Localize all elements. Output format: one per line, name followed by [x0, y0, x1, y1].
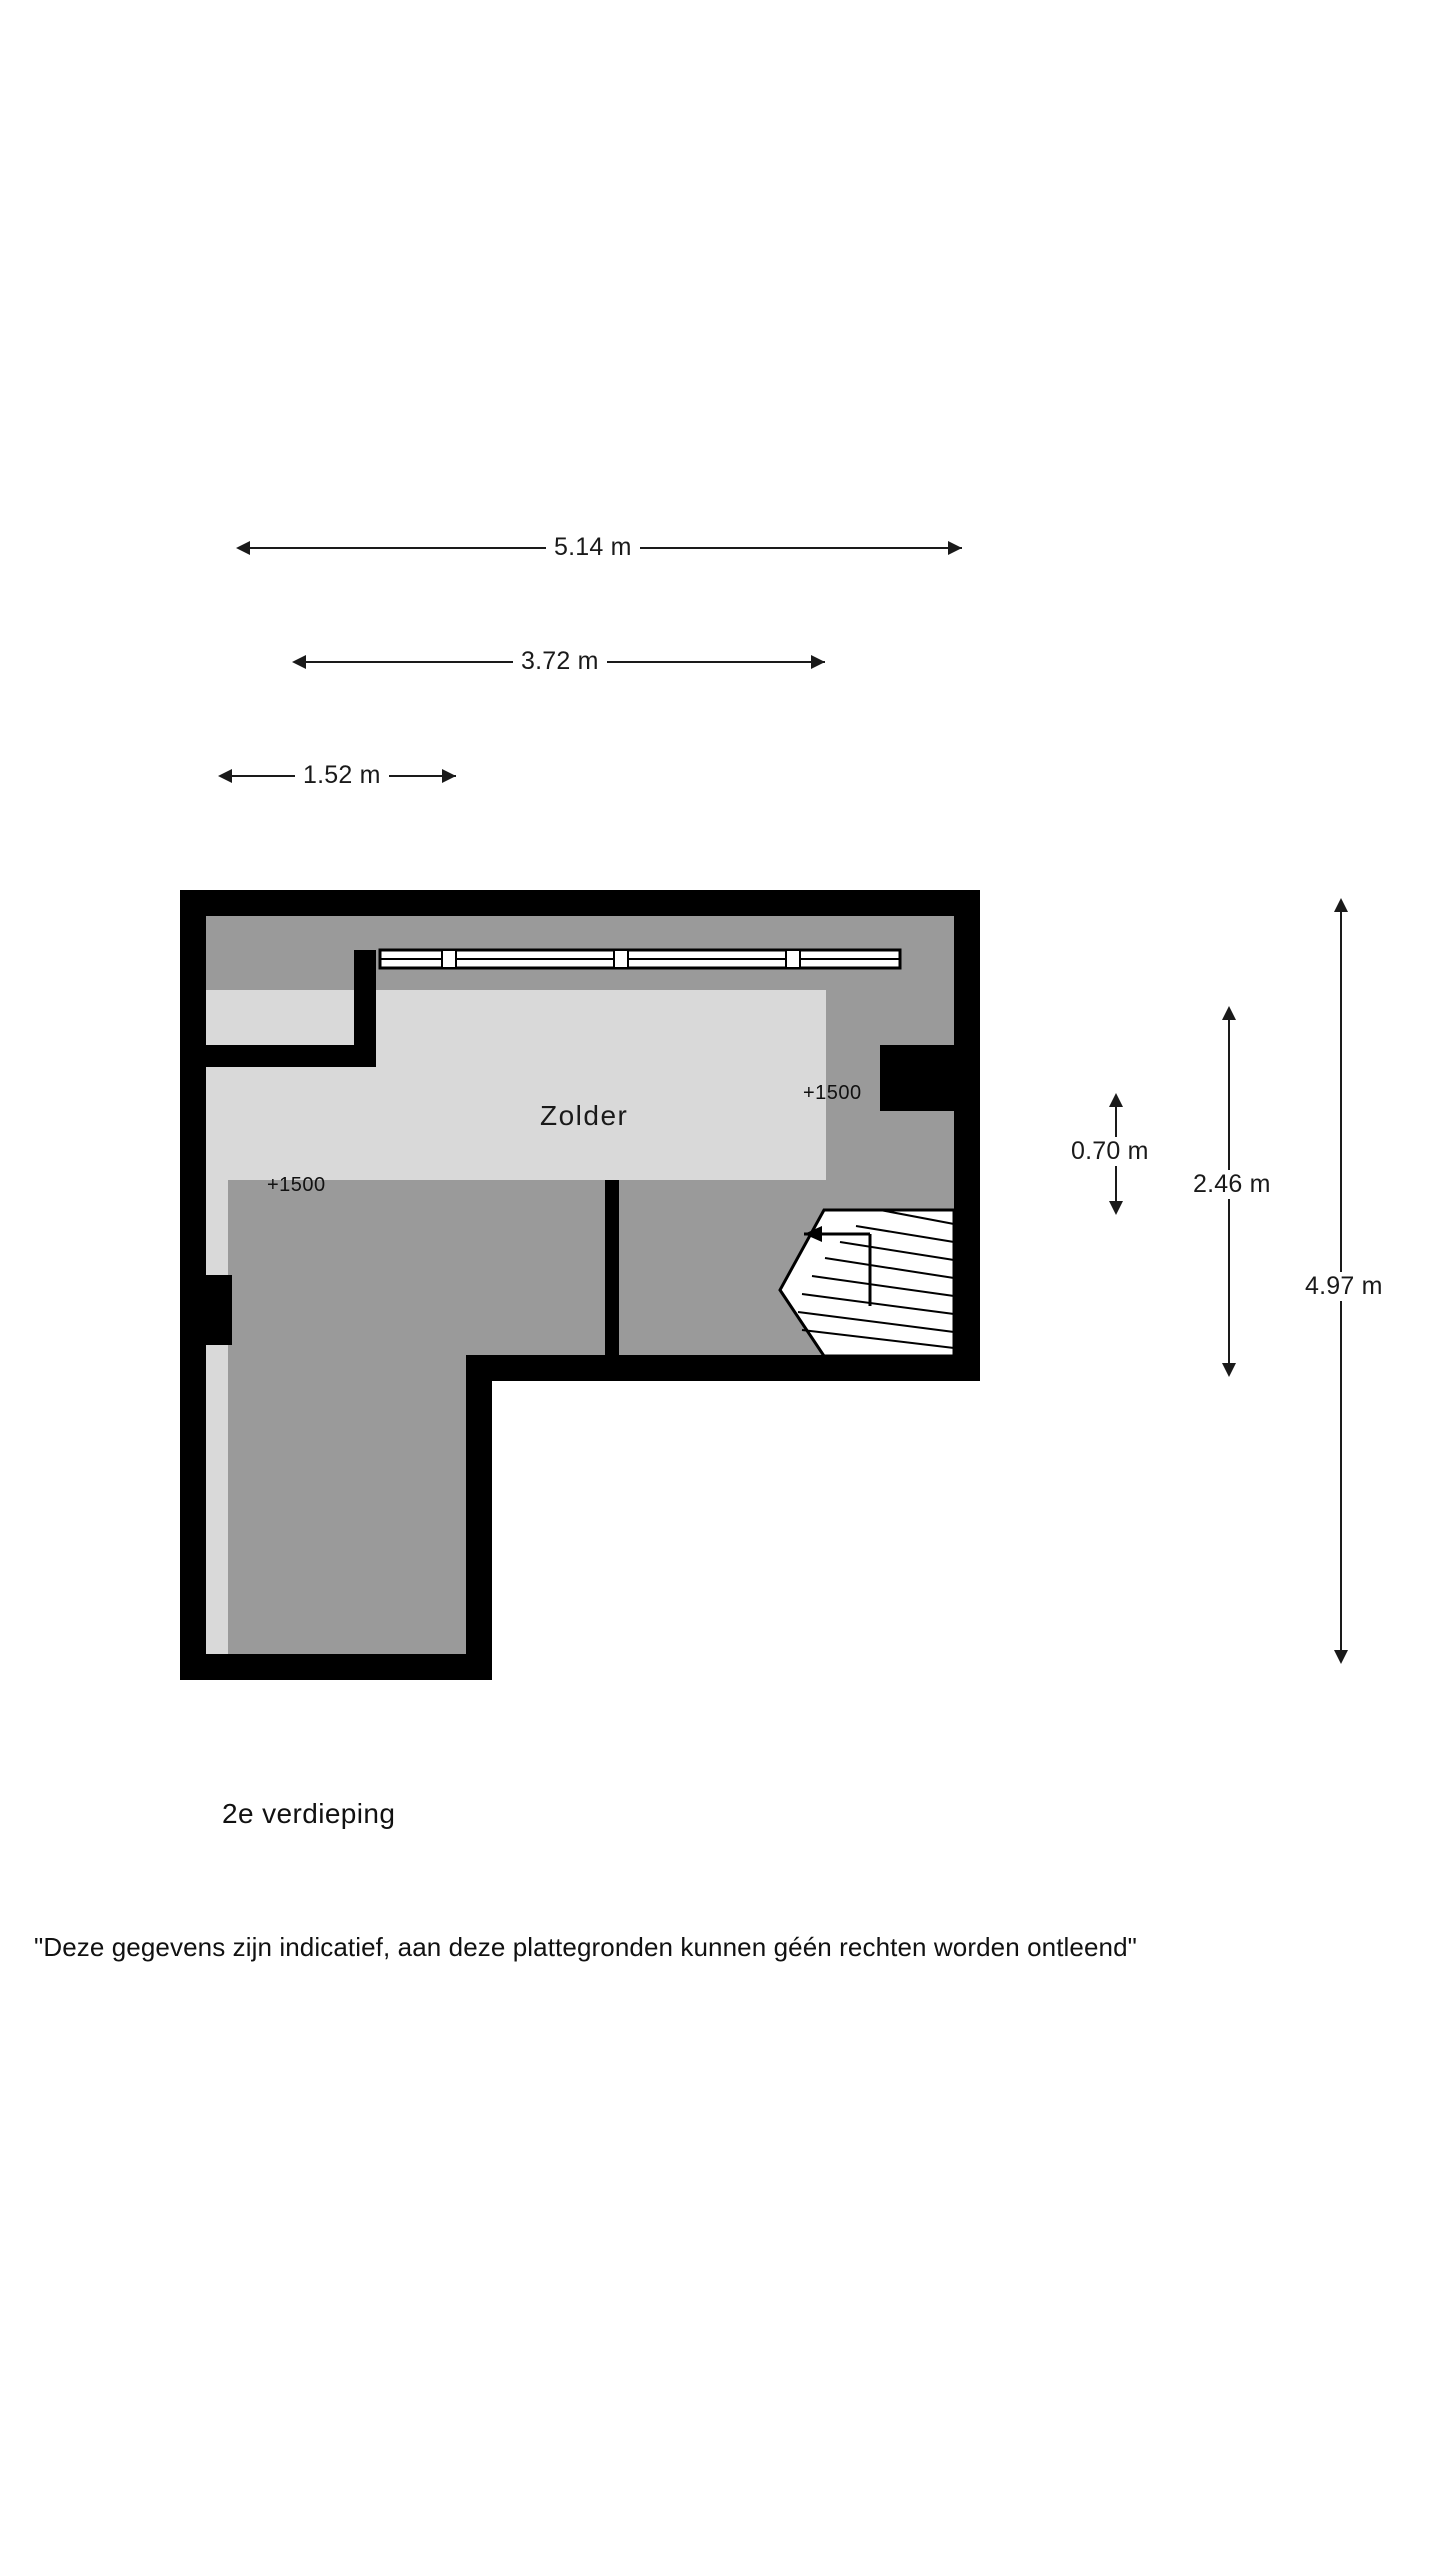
- floor-plan-drawing: [180, 890, 1000, 1690]
- level-marker-left: +1500: [267, 1174, 326, 1196]
- disclaimer-text: "Deze gegevens zijn indicatief, aan deze plattegronden kunnen géén rechten worden ontleend": [34, 1932, 1138, 1962]
- floor-title: 2e verdieping: [222, 1798, 396, 1829]
- floor-area-attic-mid: [206, 1180, 826, 1680]
- room-label-zolder: Zolder: [540, 1100, 629, 1131]
- dimension-label-0-70-m: 0.70 m: [1063, 1137, 1157, 1166]
- dimension-label-3-72-m: 3.72 m: [513, 647, 607, 676]
- dimension-label-2-46-m: 2.46 m: [1185, 1170, 1279, 1199]
- window-dormer: [380, 950, 900, 968]
- dimension-label-5-14-m: 5.14 m: [546, 533, 640, 562]
- dimension-label-4-97-m: 4.97 m: [1297, 1272, 1391, 1301]
- floor-strip-left: [206, 1180, 228, 1680]
- level-marker-right: +1500: [803, 1082, 862, 1104]
- dimension-label-1-52-m: 1.52 m: [295, 761, 389, 790]
